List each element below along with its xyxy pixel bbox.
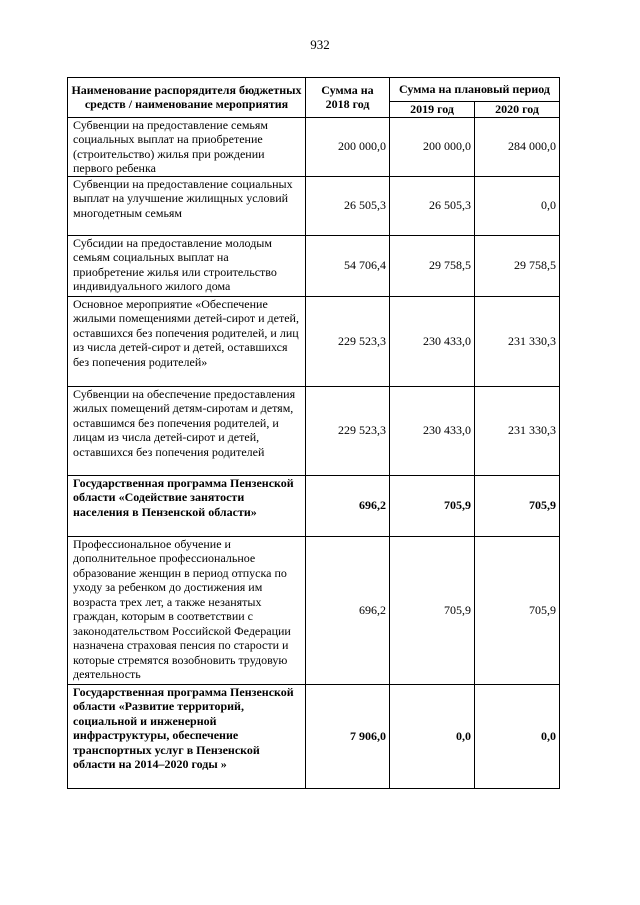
row-value-2018: 229 523,3: [306, 296, 390, 386]
row-value-2020: 231 330,3: [475, 296, 560, 386]
table-row: [68, 386, 560, 475]
row-value-2018: 696,2: [306, 475, 390, 536]
row-value-2019: 705,9: [390, 536, 475, 684]
row-value-2019: 200 000,0: [390, 117, 475, 176]
table-body: [68, 117, 560, 788]
table-row: [68, 296, 560, 386]
row-value-2019: 230 433,0: [390, 386, 475, 475]
row-value-2018: 7 906,0: [306, 684, 390, 788]
row-name: Государственная программа Пензенской области «Содействие занятости населения в Пензенской области»: [68, 475, 306, 536]
row-value-2018: 200 000,0: [306, 117, 390, 176]
row-name: Государственная программа Пензенской области «Развитие территорий, социальной и инженерной инфраструктуры, обеспечение транспортных услуг в Пензенской области на 2014–2020 годы »: [68, 684, 306, 788]
table-row: [68, 117, 560, 176]
table-row-program: [68, 475, 560, 536]
row-name: Субвенции на предоставление социальных выплат на улучшение жилищных условий многодетным семьям: [68, 176, 306, 235]
row-name: Основное мероприятие «Обеспечение жилыми помещениями детей-сирот и детей, оставшихся без попечения родителей, и лиц из числа детей-сирот и детей, оставшихся без попечения родителей»: [68, 296, 306, 386]
header-planned-period: Сумма на плановый период: [390, 78, 560, 102]
row-name: Субсидии на предоставление молодым семьям социальных выплат на приобретение жилья или строительство индивидуального жилого дома: [68, 235, 306, 296]
row-value-2020: 705,9: [475, 536, 560, 684]
row-name: Профессиональное обучение и дополнительное профессиональное образование женщин в период отпуска по уходу за ребенком до достижения им возраста трех лет, а также незанятых граждан, которым в соответствии с законодательством Российской Федерации назначена страховая пенсия по старости и которые стремятся возобновить трудовую деятельность: [68, 536, 306, 684]
row-value-2020: 0,0: [475, 176, 560, 235]
row-value-2019: 29 758,5: [390, 235, 475, 296]
row-name: Субвенции на предоставление семьям социальных выплат на приобретение (строительство) жилья при рождении первого ребенка: [68, 117, 306, 176]
row-value-2020: 0,0: [475, 684, 560, 788]
row-name: Субвенции на обеспечение предоставления жилых помещений детям-сиротам и детям, оставшимся без попечения родителей, и лицам из числа детей-сирот и детей, оставшихся без попечения родителей: [68, 386, 306, 475]
row-value-2019: 0,0: [390, 684, 475, 788]
table-row-program: [68, 684, 560, 788]
header-year-2020: 2020 год: [475, 102, 560, 118]
table-row: [68, 536, 560, 684]
row-value-2018: 26 505,3: [306, 176, 390, 235]
header-name-column: Наименование распорядителя бюджетных средств / наименование мероприятия: [68, 78, 306, 118]
header-sum-2018: Сумма на 2018 год: [306, 78, 390, 118]
page-number: 932: [310, 37, 330, 52]
budget-table: [67, 77, 560, 789]
table-row: [68, 176, 560, 235]
row-value-2018: 229 523,3: [306, 386, 390, 475]
row-value-2018: 696,2: [306, 536, 390, 684]
table-row: [68, 235, 560, 296]
row-value-2018: 54 706,4: [306, 235, 390, 296]
row-value-2019: 26 505,3: [390, 176, 475, 235]
row-value-2020: 231 330,3: [475, 386, 560, 475]
header-year-2019: 2019 год: [390, 102, 475, 118]
row-value-2020: 284 000,0: [475, 117, 560, 176]
row-value-2019: 230 433,0: [390, 296, 475, 386]
row-value-2020: 29 758,5: [475, 235, 560, 296]
row-value-2019: 705,9: [390, 475, 475, 536]
row-value-2020: 705,9: [475, 475, 560, 536]
